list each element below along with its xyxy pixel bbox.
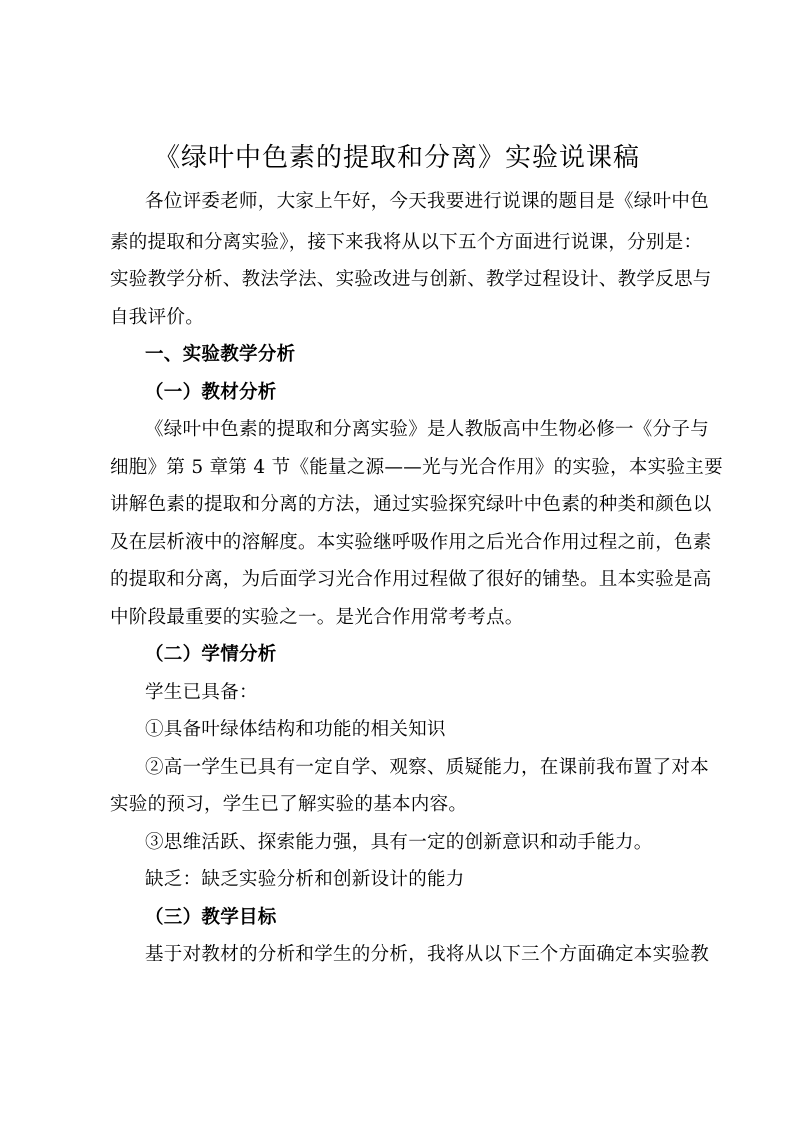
paragraph-line: 学生已具备： <box>145 682 258 703</box>
subsection-heading: （二）学情分析 <box>145 644 277 665</box>
paragraph-line: 素的提取和分离实验》，接下来我将从以下五个方面进行说课，分别是： <box>110 232 703 253</box>
paragraph-line: 实验的预习，学生已了解实验的基本内容。 <box>110 794 468 815</box>
document-title: 《绿叶中色素的提取和分离》实验说课稿 <box>153 143 640 173</box>
paragraph-line: 《绿叶中色素的提取和分离实验》是人教版高中生物必修一《分子与 <box>145 419 710 440</box>
list-item: ③思维活跃、探索能力强，具有一定的创新意识和动手能力。 <box>145 832 653 853</box>
section-heading: 一、实验教学分析 <box>145 344 296 365</box>
paragraph-line: 各位评委老师，大家上午好，今天我要进行说课的题目是《绿叶中色 <box>145 191 710 212</box>
paragraph-line: 实验教学分析、教法学法、实验改进与创新、教学过程设计、教学反思与 <box>110 269 712 290</box>
paragraph-line: 基于对教材的分析和学生的分析，我将从以下三个方面确定本实验教 <box>145 944 710 965</box>
paragraph-line: 讲解色素的提取和分离的方法，通过实验探究绿叶中色素的种类和颜色以 <box>110 494 712 515</box>
paragraph-line: 自我评价。 <box>110 307 205 328</box>
paragraph-line: 缺乏：缺乏实验分析和创新设计的能力 <box>145 869 465 890</box>
paragraph-line: 细胞》第 5 章第 4 节《能量之源——光与光合作用》的实验，本实验主要 <box>110 457 723 478</box>
paragraph-line: 及在层析液中的溶解度。本实验继呼吸作用之后光合作用过程之前，色素 <box>110 532 712 553</box>
list-item: ①具备叶绿体结构和功能的相关知识 <box>145 719 446 740</box>
subsection-heading: （三）教学目标 <box>145 907 277 928</box>
paragraph-line: 中阶段最重要的实验之一。是光合作用常考考点。 <box>110 607 524 628</box>
list-item: ②高一学生已具有一定自学、观察、质疑能力，在课前我布置了对本 <box>145 757 710 778</box>
subsection-heading: （一）教材分析 <box>145 382 277 403</box>
paragraph-line: 的提取和分离，为后面学习光合作用过程做了很好的铺垫。且本实验是高 <box>110 569 712 590</box>
